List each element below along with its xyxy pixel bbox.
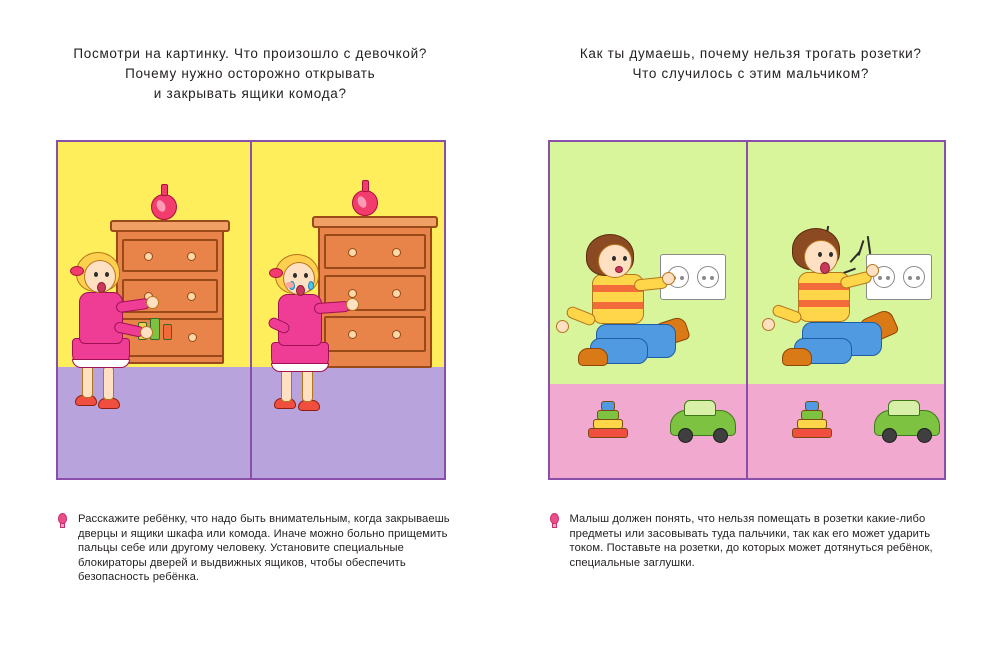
hand bbox=[762, 318, 775, 331]
eye bbox=[293, 273, 297, 278]
pyramid-ring bbox=[801, 410, 823, 420]
socket-hole bbox=[680, 276, 684, 280]
drawer-knob bbox=[392, 330, 401, 339]
dresser bbox=[318, 226, 432, 368]
vase-highlight bbox=[356, 195, 368, 209]
hair-bow bbox=[70, 266, 84, 276]
pyramid-ring bbox=[792, 428, 832, 438]
drawer-bottom bbox=[324, 316, 425, 352]
right-note-text: Малыш должен понять, что нельзя помещать в розетки какие-либо предметы или засовывать туда пальчики, так как его может ударить током. Поставьте на розетки, до которых может дотянуться ребёнок, специальные заглушки. bbox=[569, 513, 933, 569]
mouth bbox=[615, 266, 623, 273]
socket-outlet bbox=[903, 266, 925, 288]
hair-bow bbox=[269, 268, 283, 278]
pyramid-ring bbox=[797, 419, 827, 429]
skirt-trim bbox=[72, 359, 130, 368]
lightbulb-icon bbox=[56, 513, 69, 530]
shoe bbox=[578, 348, 608, 366]
right-page-heading bbox=[501, 44, 1001, 84]
right-panel-before bbox=[550, 142, 746, 478]
drawer-knob bbox=[392, 248, 401, 257]
eye bbox=[304, 273, 308, 278]
heading-line: Что случилось с этим мальчиком? bbox=[632, 66, 870, 81]
drawer-knob bbox=[187, 292, 196, 301]
vase-highlight bbox=[155, 199, 167, 213]
pyramid-ring bbox=[597, 410, 619, 420]
toy-car-wheel bbox=[713, 428, 728, 443]
drawer-knob bbox=[187, 252, 196, 261]
socket-hole bbox=[878, 276, 882, 280]
eye bbox=[612, 256, 616, 261]
socket-hole bbox=[886, 276, 890, 280]
torso bbox=[278, 294, 322, 346]
leg bbox=[103, 366, 114, 400]
eye bbox=[94, 272, 98, 277]
tear bbox=[308, 281, 314, 290]
hand bbox=[346, 298, 359, 311]
socket-outlet bbox=[697, 266, 719, 288]
skirt-trim bbox=[271, 363, 329, 372]
torso bbox=[79, 292, 123, 344]
pyramid-ring bbox=[805, 401, 819, 411]
eye bbox=[623, 256, 627, 261]
toy-car-wheel bbox=[882, 428, 897, 443]
drawer-top bbox=[122, 239, 218, 273]
eye bbox=[829, 252, 833, 257]
toy-car-window bbox=[888, 400, 920, 416]
hand bbox=[146, 296, 159, 309]
socket-hole bbox=[710, 276, 714, 280]
left-panel-after bbox=[250, 142, 444, 478]
leg bbox=[281, 368, 292, 402]
heading-line: Как ты думаешь, почему нельзя трогать розетки? bbox=[579, 46, 922, 61]
vase-neck bbox=[161, 184, 168, 196]
left-note bbox=[56, 512, 456, 585]
toy-car-wheel bbox=[678, 428, 693, 443]
vase-body bbox=[352, 190, 378, 216]
leg bbox=[302, 368, 313, 402]
mouth bbox=[296, 285, 305, 296]
toy-car-wheel bbox=[917, 428, 932, 443]
socket-hole bbox=[908, 276, 912, 280]
drawer-knob bbox=[348, 330, 357, 339]
hand bbox=[866, 264, 879, 277]
left-illustration bbox=[56, 140, 446, 480]
hand bbox=[140, 326, 153, 339]
heading-line: Почему нужно осторожно открывать bbox=[125, 66, 376, 81]
heading-line: Посмотри на картинку. Что произошло с девочкой? bbox=[73, 46, 428, 61]
drawer-top bbox=[324, 234, 425, 270]
right-note bbox=[548, 512, 948, 570]
pyramid-ring bbox=[588, 428, 628, 438]
eye bbox=[105, 272, 109, 277]
heading-line: и закрывать ящики комода? bbox=[153, 86, 347, 101]
left-panel-before bbox=[58, 142, 250, 478]
pyramid-ring bbox=[601, 401, 615, 411]
eye bbox=[818, 252, 822, 257]
drawer-knob bbox=[188, 333, 197, 342]
leg bbox=[82, 364, 93, 398]
socket-hole bbox=[702, 276, 706, 280]
vase-neck bbox=[362, 180, 369, 192]
toy-car-window bbox=[684, 400, 716, 416]
drawer-knob bbox=[348, 289, 357, 298]
bottle bbox=[163, 324, 172, 340]
lightbulb-icon bbox=[548, 513, 561, 530]
face bbox=[598, 244, 632, 278]
mouth bbox=[97, 282, 106, 293]
left-page-heading bbox=[0, 44, 501, 104]
left-note-text: Расскажите ребёнку, что надо быть внимательным, когда закрываешь дверцы и ящики шкафа или комода. Иначе можно больно прищемить пальцы себе или другому человеку. Установите специальные блокираторы дверей и выдвижных ящиков, чтобы обеспечить безопасность ребёнка. bbox=[78, 513, 450, 584]
hand bbox=[662, 272, 675, 285]
mouth bbox=[820, 262, 830, 274]
right-page bbox=[501, 0, 1001, 648]
pyramid-ring bbox=[593, 419, 623, 429]
right-panel-after bbox=[746, 142, 944, 478]
hand bbox=[556, 320, 569, 333]
cheek bbox=[285, 282, 294, 288]
shoe bbox=[782, 348, 812, 366]
drawer-knob bbox=[348, 248, 357, 257]
socket-hole bbox=[916, 276, 920, 280]
drawer-knob bbox=[392, 289, 401, 298]
dresser bbox=[116, 230, 224, 364]
drawer-knob bbox=[144, 252, 153, 261]
vase-body bbox=[151, 194, 177, 220]
right-illustration bbox=[548, 140, 946, 480]
